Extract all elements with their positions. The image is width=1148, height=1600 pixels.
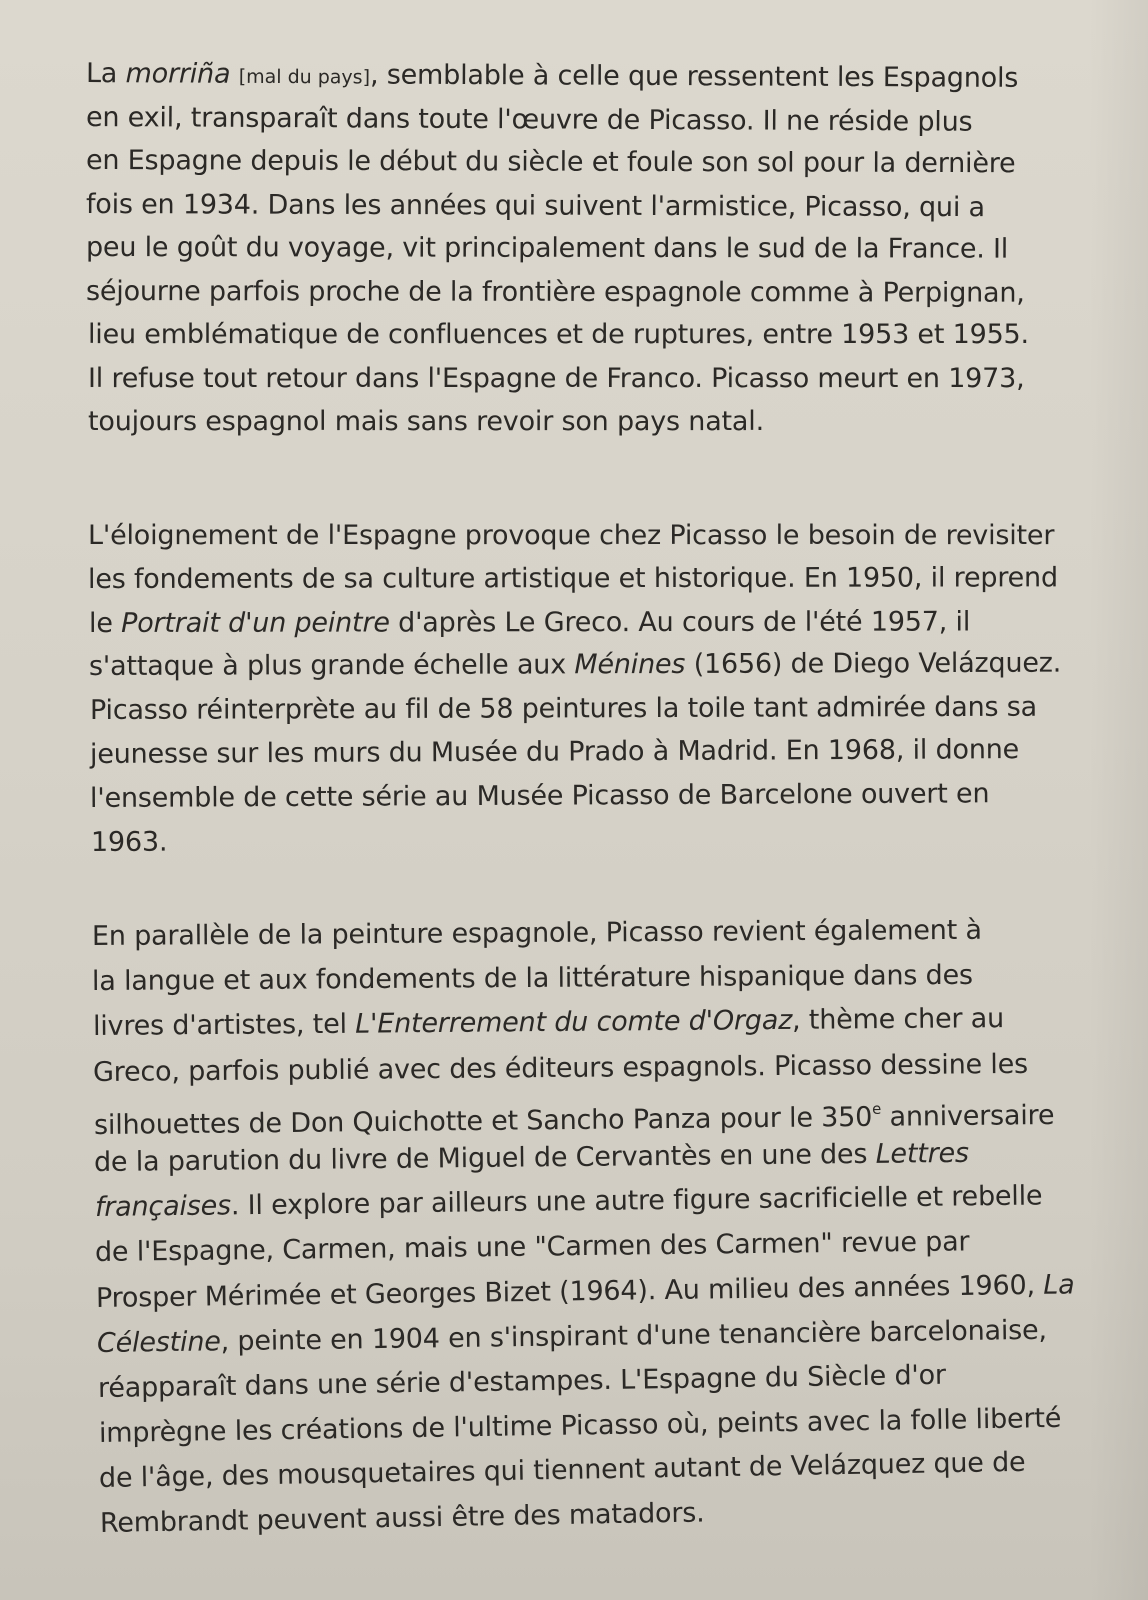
italic-title: françaises — [94, 1190, 232, 1224]
italic-title: Portrait d'un peintre — [121, 607, 390, 639]
text-line — [89, 600, 1099, 646]
text-segment: 1963. — [90, 826, 168, 858]
text-segment: , peinte en 1904 en s'inspirant d'une tenancière barcelonaise, — [220, 1314, 1048, 1357]
text-segment: en exil, transparaît dans toute l'œuvre de Picasso. Il ne réside plus — [85, 101, 973, 138]
text-line — [90, 728, 1100, 777]
text-line — [86, 270, 1096, 315]
text-segment: L'éloignement de l'Espagne provoque chez Picasso le besoin de revisiter — [88, 520, 1055, 551]
text-segment: de l'âge, des mousquetaires qui tiennent autant de Velázquez que de — [98, 1447, 1026, 1495]
text-line — [88, 556, 1098, 602]
text-segment: Picasso réinterprète au fil de 58 peintures la toile tant admirée dans sa — [89, 691, 1037, 727]
text-segment: jeunesse sur les murs du Musée du Prado à Madrid. En 1968, il donne — [89, 734, 1020, 770]
text-line — [86, 226, 1096, 271]
text-segment: les fondements de sa culture artistique et historique. En 1950, il reprend — [87, 562, 1058, 595]
text-segment: (1656) de Diego Velázquez. — [685, 647, 1062, 681]
paragraph-eloignement — [86, 514, 1096, 864]
text-segment: . Il explore par ailleurs une autre figure sacrificielle et rebelle — [230, 1180, 1043, 1222]
text-line — [86, 52, 1096, 101]
text-segment: en Espagne depuis le début du siècle et foule son sol pour la dernière — [85, 145, 1016, 180]
text-segment: réapparaît dans une série d'estampes. L'Espagne du Siècle d'or — [97, 1359, 947, 1404]
text-segment — [230, 59, 239, 90]
text-line — [92, 907, 1102, 959]
text-segment: livres d'artistes, tel — [92, 1009, 356, 1043]
text-line — [86, 183, 1096, 230]
text-segment: fois en 1934. Dans les années qui suivent l'armistice, Picasso, qui a — [85, 188, 985, 223]
text-segment: l'ensemble de cette série au Musée Picasso de Barcelone ouvert en — [89, 778, 990, 814]
text-line — [88, 357, 1098, 401]
italic-title: morriña — [125, 58, 231, 90]
text-segment: Il refuse tout retour dans l'Espagne de Franco. Picasso meurt en 1973, — [88, 362, 1025, 394]
text-segment: silhouettes de Don Quichotte et Sancho Panza pour le 350 — [93, 1101, 873, 1141]
italic-title: L'Enterrement du comte d'Orgaz — [355, 1005, 793, 1041]
text-segment: le — [88, 607, 122, 639]
text-line — [90, 686, 1100, 733]
bracket-note: [mal du pays] — [238, 65, 371, 89]
text-line — [88, 400, 1098, 444]
text-segment: , thème cher au — [791, 1003, 1005, 1037]
italic-title: La — [1043, 1268, 1075, 1301]
text-segment: lieu emblématique de confluences et de ruptures, entre 1953 et 1955. — [88, 319, 1029, 350]
text-segment: Greco, parfois publié avec des éditeurs espagnols. Picasso dessine les — [92, 1048, 1029, 1088]
text-segment: de l'Espagne, Carmen, mais une "Carmen des Carmen" revue par — [94, 1226, 970, 1269]
text-segment: la langue et aux fondements de la littérature hispanique dans des — [91, 960, 973, 998]
text-segment: toujours espagnol mais sans revoir son pays natal. — [88, 406, 764, 437]
text-line — [86, 139, 1096, 186]
paragraph-litterature — [86, 914, 1096, 1547]
text-line — [88, 313, 1098, 357]
text-line — [88, 514, 1098, 558]
italic-title: Ménines — [574, 649, 686, 681]
text-segment: de la parution du livre de Miguel de Cervantès en une des — [93, 1138, 876, 1178]
text-segment: , semblable à celle que ressentent les Espagnols — [369, 59, 1019, 94]
text-segment: séjourne parfois proche de la frontière espagnole comme à Perpignan, — [85, 275, 1025, 309]
paragraph-morrina — [86, 52, 1096, 444]
superscript: e — [871, 1099, 882, 1118]
italic-title: Lettres — [875, 1137, 970, 1170]
text-segment: En parallèle de la peinture espagnole, Picasso revient également à — [91, 914, 982, 952]
text-segment: La — [85, 58, 126, 90]
text-segment: peu le goût du voyage, vit principalement dans le sud de la France. Il — [85, 232, 1009, 265]
text-segment: Rembrandt peuvent aussi être des matadors. — [99, 1497, 705, 1540]
text-segment: d'après Le Greco. Au cours de l'été 1957, il — [389, 606, 971, 639]
text-line — [86, 96, 1096, 145]
text-segment: Prosper Mérimée et Georges Bizet (1964). Au milieu des années 1960, — [95, 1269, 1044, 1314]
italic-title: Célestine — [96, 1325, 221, 1359]
text-line — [93, 996, 1103, 1050]
text-line — [91, 815, 1101, 864]
text-segment: s'attaque à plus grande échelle aux — [88, 649, 575, 683]
text-line — [89, 642, 1099, 689]
text-segment: anniversaire — [880, 1099, 1055, 1133]
text-segment: imprègne les créations de l'ultime Picasso où, peints avec la folle liberté — [98, 1402, 1062, 1450]
text-line — [90, 771, 1100, 820]
